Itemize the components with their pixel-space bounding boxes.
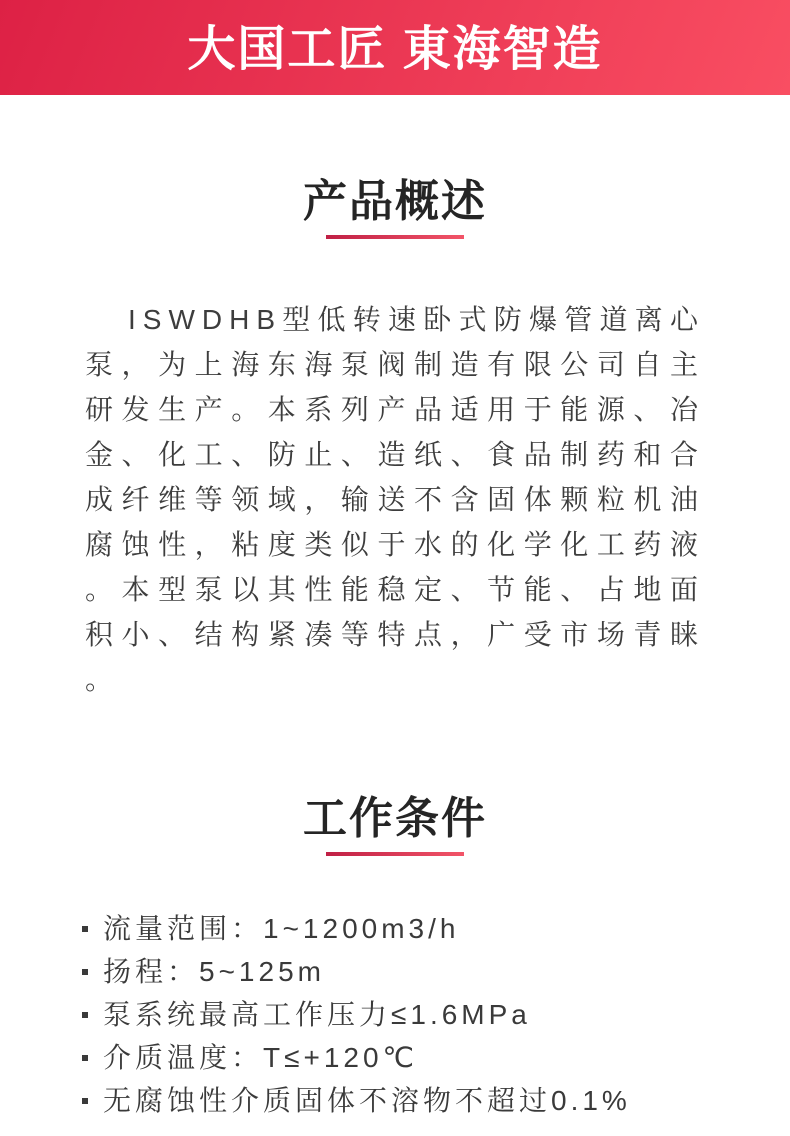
banner-slogan: 大国工匠 東海智造: [187, 23, 603, 76]
conditions-list: [60, 907, 730, 1122]
square-bullet-icon: [82, 926, 88, 932]
condition-text: 无腐蚀性介质固体不溶物不超过0.1%: [103, 1085, 631, 1116]
section-working-conditions: [0, 795, 790, 1122]
condition-text: 介质温度：T≤+120℃: [103, 1042, 418, 1073]
section-title-underline: [326, 235, 464, 239]
square-bullet-icon: [82, 969, 88, 975]
condition-text: 扬程：5~125m: [103, 956, 325, 987]
section-title-underline: [326, 852, 464, 856]
condition-text: 泵系统最高工作压力≤1.6MPa: [103, 999, 531, 1030]
overview-paragraph: ISWDHB型低转速卧式防爆管道离心泵，为上海东海泵阀制造有限公司自主研发生产。本系列产品适用于能源、冶金、化工、防止、造纸、食品制药和合成纤维等领域，输送不含固体颗粒机油腐蚀性，粘度类似于水的化学化工药液。本型泵以其性能稳定、节能、占地面积小、结构紧凑等特点，广受市场青睐。: [85, 304, 705, 695]
condition-item: [60, 1079, 730, 1122]
condition-item: [60, 993, 730, 1036]
condition-item: [60, 950, 730, 993]
top-banner: [0, 0, 790, 95]
square-bullet-icon: [82, 1098, 88, 1104]
condition-item: [60, 907, 730, 950]
condition-text: 流量范围：1~1200m3/h: [103, 913, 460, 944]
condition-item: [60, 1036, 730, 1079]
square-bullet-icon: [82, 1012, 88, 1018]
square-bullet-icon: [82, 1055, 88, 1061]
conditions-section-title: 工作条件: [303, 794, 487, 843]
overview-section-title: 产品概述: [303, 177, 487, 226]
section-product-overview: [0, 178, 790, 702]
